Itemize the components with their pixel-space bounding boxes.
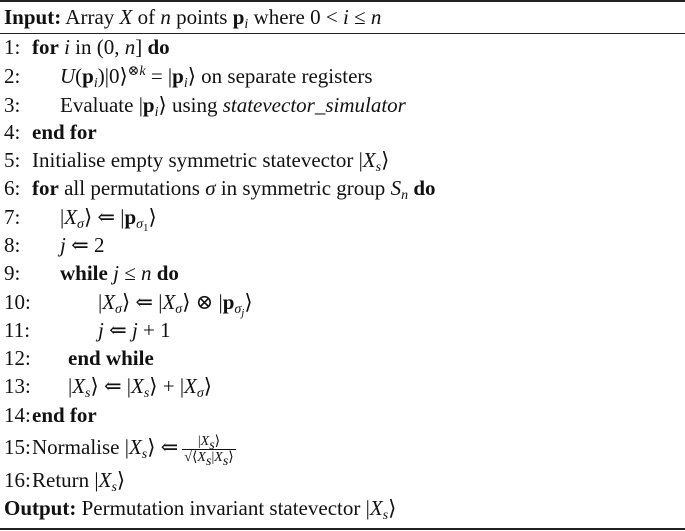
line-text: while j ≤ n do	[60, 261, 179, 285]
line-text: $|X_\sigma⟩$ ⇐ $|p_{\sigma_1}⟩$	[60, 205, 157, 234]
line-number: 9:	[4, 261, 21, 285]
line-text: for all permutations σ in symmetric group $S_n$ do	[32, 176, 436, 203]
line-text: end for	[32, 403, 97, 427]
line-number: 11:	[4, 318, 31, 342]
line-text: j ⇐ j + 1	[98, 318, 171, 342]
line-text: $U(p_i)|0⟩^{\otimes k}$ = $|p_i⟩$ on separate registers	[60, 64, 373, 91]
line-text: Return $|X_s⟩$	[32, 468, 126, 495]
line-text: end for	[32, 120, 97, 144]
line-number: 10:	[4, 290, 31, 314]
bottom-rule	[0, 528, 685, 530]
line-number: 6:	[4, 176, 21, 200]
line-number: 13:	[4, 374, 31, 398]
line-text: $|X_\sigma⟩$ ⇐ $|X_\sigma⟩$ ⊗ $|p_{\sigma_j}⟩$	[98, 290, 253, 319]
line-text: Normalise $|X_s⟩$ ⇐ $\frac{|X_s⟩}{√⟨X_s|X_s⟩}$	[32, 433, 234, 469]
line-text: Evaluate $|p_i⟩$ using statevector_simulator	[60, 93, 406, 120]
top-rule	[0, 0, 685, 2]
line-number: 16:	[4, 468, 31, 492]
line-number: 2:	[4, 64, 21, 88]
line-number: 15:	[4, 435, 31, 459]
line-number: 3:	[4, 93, 21, 117]
normalisation-fraction: $\frac{|X_s⟩}{√⟨X_s|X_s⟩}$	[184, 433, 234, 469]
input-text: Array X of n points $p_i$ where 0 < i ≤ n	[65, 5, 382, 32]
input-line	[4, 3, 381, 31]
line-text: end while	[68, 346, 154, 370]
output-line	[4, 494, 396, 522]
input-label: Input:	[4, 5, 62, 29]
line-text: j ⇐ 2	[60, 233, 105, 257]
line-number: 1:	[4, 35, 21, 59]
line-text: Initialise empty symmetric statevector $|X_s⟩$	[32, 148, 390, 175]
line-number: 5:	[4, 148, 21, 172]
line-number: 4:	[4, 120, 21, 144]
line-text: for i in (0, n] do	[32, 35, 170, 59]
output-text: Permutation invariant statevector $|X_s⟩$	[81, 496, 397, 523]
output-label: Output:	[4, 496, 77, 520]
line-number: 8:	[4, 233, 21, 257]
line-number: 14:	[4, 403, 31, 427]
line-number: 12:	[4, 346, 31, 370]
line-text: $|X_s⟩$ ⇐ $|X_s⟩$ + $|X_\sigma⟩$	[68, 374, 212, 401]
line-number: 7:	[4, 205, 21, 229]
